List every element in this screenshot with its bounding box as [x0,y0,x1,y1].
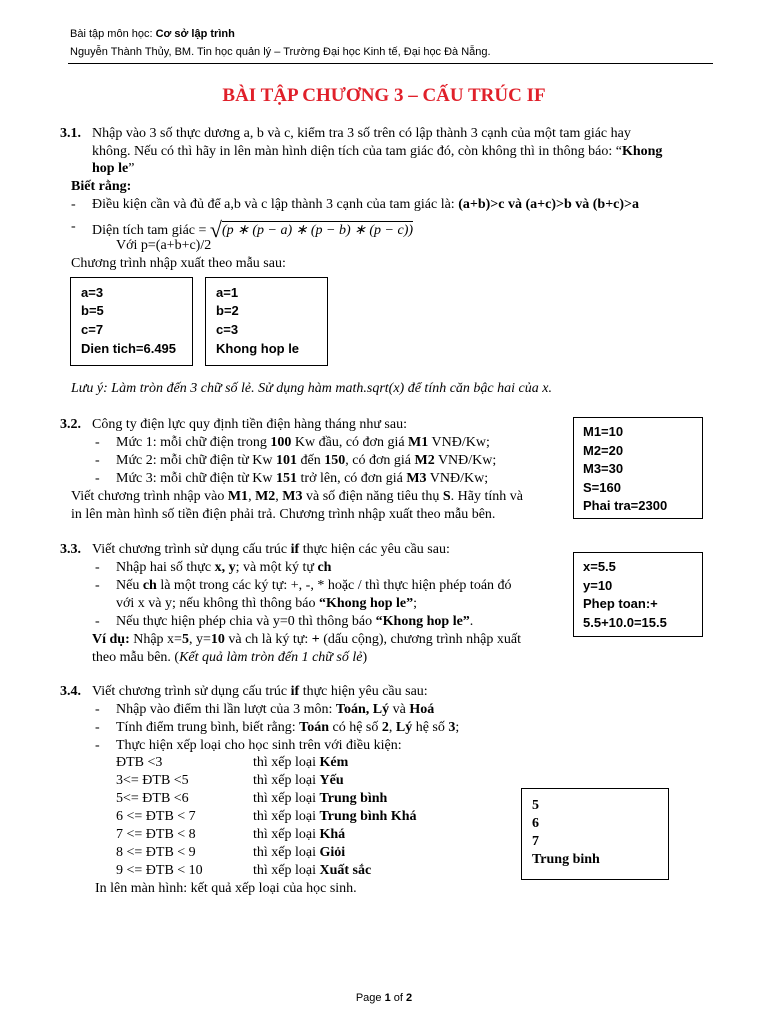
text: thì xếp loại [253,845,320,860]
text-bold: Ví dụ: [92,632,130,647]
text-bold: if [290,542,300,557]
ex1-area-label: Diện tích tam giác = [92,223,210,238]
text: thực hiện yêu cầu sau: [299,684,428,699]
ex4-outro: In lên màn hình: kết quả xếp loại của học sinh. [95,881,357,896]
bullet-dash: - [71,219,76,234]
ex1-line2-text: không. Nếu có thì hãy in lên màn hình diện tích của tam giác đó, còn không thì in thông báo: “ [92,144,622,159]
exercise-number: 3.3. [60,542,81,557]
text: Nếu [116,578,143,593]
text-bold: 2 [406,992,413,1004]
sample-line: Phai tra=2300 [583,498,668,513]
ex1-p-def: Với p=(a+b+c)/2 [116,238,212,253]
ex1-line3 [92,160,134,177]
ex1-line2-bold: Khong [621,144,663,159]
text: đến [297,453,325,468]
sample-line: a=3 [81,285,104,300]
sample-line: M3=30 [583,461,624,476]
text-bold: x, y [214,560,236,575]
text: VNĐ/Kw; [426,471,489,486]
text: thì xếp loại [253,791,320,806]
text: Nhập vào điểm thi lần lượt của 3 môn: [116,702,336,717]
text-bold: M2 [414,453,435,468]
bullet-dash: - [71,197,76,212]
sample-line: Phep toan:+ [583,596,658,611]
grade-rank: Giỏi [319,845,346,860]
text: VNĐ/Kw; [428,435,490,450]
page-title: BÀI TẬP CHƯƠNG 3 – CẤU TRÚC IF [222,85,546,106]
sample-line: a=1 [216,285,239,300]
text-bold: Toán, Lý [335,702,390,717]
text: hệ số [412,720,449,735]
sqrt-icon: √ [209,217,222,242]
text-bold: ch [317,560,332,575]
text: có hệ số [328,720,382,735]
ex1-io-note: Chương trình nhập xuất theo mẫu sau: [71,256,286,271]
header-course: Cơ sở lập trình [155,28,235,40]
text: VNĐ/Kw; [434,453,497,468]
ex4-line2 [116,719,459,736]
text: thì xếp loại [253,863,320,878]
text: , [248,489,256,504]
grade-cond: 9 <= ĐTB < 10 [116,863,203,878]
text: Kw đầu, có đơn giá [291,435,409,450]
text-bold: if [290,684,300,699]
grade-rank-row [253,754,348,771]
sample-line: 5 [532,798,539,813]
sample-line: b=2 [216,303,239,318]
bullet-dash: - [95,614,100,629]
ex3-line4 [116,613,473,630]
bullet-dash: - [95,435,100,450]
text-bold: “Khong hop le” [319,596,414,611]
text: Mức 2: mỗi chữ điện từ Kw [116,453,277,468]
ex2-intro: Công ty điện lực quy định tiền điện hàng tháng như sau: [92,417,407,432]
text: và [389,702,410,717]
page-number [0,992,768,1004]
text-bold: M3 [282,489,303,504]
sample-line: c=3 [216,322,239,337]
grade-cond: 6 <= ĐTB < 7 [116,809,196,824]
grade-rank-row [253,826,345,843]
text: thì xếp loại [253,755,320,770]
text: ) [362,650,368,665]
ex4-intro [92,683,428,700]
header-course-line [70,28,235,40]
ex1-sample-box-1 [70,277,193,366]
bullet-dash: - [95,471,100,486]
sample-line: c=7 [81,322,104,337]
ex2-write1 [71,488,523,505]
text: Page [355,992,385,1004]
bullet-dash: - [95,578,100,593]
ex2-sample-box [573,417,703,519]
ex3-line1 [116,559,331,576]
grade-rank-row [253,844,345,861]
ex3-intro [92,541,450,558]
ex1-known: Biết rằng: [71,179,132,194]
text-bold: M1 [227,489,249,504]
text-bold: Toán [299,720,329,735]
ex1-area [92,217,414,242]
grade-cond: 5<= ĐTB <6 [116,791,189,806]
bullet-dash: - [95,720,100,735]
text: , có đơn giá [345,453,415,468]
ex3-example2 [92,649,367,666]
grade-rank: Kém [319,755,349,770]
text-bold: 2 [381,720,389,735]
ex1-line2 [92,143,662,160]
text: thì xếp loại [253,827,320,842]
ex1-cond-bold: (a+b)>c và (a+c)>b và (b+c)>a [458,197,640,212]
text: , [388,720,396,735]
header-prefix: Bài tập môn học: [70,28,156,40]
text-bold: S [442,489,451,504]
ex4-line3: Thực hiện xếp loại cho học sinh trên với điều kiện: [116,738,402,753]
header-rule [68,63,713,64]
text-bold: + [311,632,320,647]
ex1-line3-end: ” [128,161,135,176]
sample-line: y=10 [583,578,613,593]
text: Viết chương trình nhập vào [71,489,228,504]
text: of [390,992,407,1004]
text: ; [455,720,460,735]
ex3-line3 [116,595,417,612]
grade-cond: ĐTB <3 [116,755,163,770]
text-bold: Hoá [409,702,435,717]
bullet-dash: - [95,702,100,717]
text: Nhập x= [129,632,182,647]
grade-rank: Xuất sắc [319,863,372,878]
text: thì xếp loại [253,773,320,788]
bullet-dash: - [95,453,100,468]
text-bold: “Khong hop le” [375,614,470,629]
text: Mức 3: mỗi chữ điện từ Kw [116,471,277,486]
ex2-level2 [116,452,496,469]
ex3-example [92,631,521,648]
text: thực hiện các yêu cầu sau: [299,542,450,557]
text: Mức 1: mỗi chữ điện trong [116,435,271,450]
text: ; và một ký tự [235,560,318,575]
sample-line: S=160 [583,480,621,495]
ex1-sample-box-2 [205,277,328,366]
ex1-line3-bold: hop le [92,161,129,176]
grade-cond: 7 <= ĐTB < 8 [116,827,196,842]
text: với x và y; nếu không thì thông báo [116,596,319,611]
sample-line: Trung binh [532,852,600,867]
text: Viết chương trình sử dụng cấu trúc [92,684,291,699]
ex3-line2 [116,577,512,594]
sample-line: b=5 [81,303,104,318]
exercise-number: 3.4. [60,684,81,699]
text: (dấu cộng), chương trình nhập xuất [319,632,521,647]
text-bold: 10 [210,632,225,647]
exercise-number: 3.2. [60,417,81,432]
text-bold: ch [142,578,157,593]
bullet-dash: - [95,560,100,575]
ex3-sample-box [573,552,703,637]
ex1-area-formula: (p ∗ (p − a) ∗ (p − b) ∗ (p − c)) [222,223,414,238]
grade-cond: 3<= ĐTB <5 [116,773,189,788]
ex1-line1: Nhập vào 3 số thực dương a, b và c, kiểm tra 3 số trên có lập thành 3 cạnh của một tam giác hay [92,126,631,141]
grade-rank-row [253,790,387,807]
sample-line: x=5.5 [583,559,616,574]
text-bold: 151 [276,471,298,486]
text: . Hãy tính và [450,489,523,504]
text: Viết chương trình sử dụng cấu trúc [92,542,291,557]
text-bold: M2 [255,489,276,504]
sample-line: M1=10 [583,424,624,439]
ex1-condition [92,196,639,213]
text-bold: 100 [270,435,292,450]
text-bold: 3 [448,720,456,735]
text-bold: M1 [408,435,429,450]
text: . [469,614,474,629]
exercise-number: 3.1. [60,126,81,141]
text: Tính điểm trung bình, biết rằng: [116,720,300,735]
ex2-level3 [116,470,488,487]
ex1-note: Lưu ý: Làm tròn đến 3 chữ số lẻ. Sử dụng hàm math.sqrt(x) để tính căn bậc hai của x. [71,381,552,396]
text: Nhập hai số thực [116,560,215,575]
text: trở lên, có đơn giá [297,471,407,486]
text: là một trong các ký tự: +, -, * hoặc / thì thực hiện phép toán đó [156,578,512,593]
ex2-write2: in lên màn hình số tiền điện phải trả. Chương trình nhập xuất theo mẫu bên. [71,507,496,522]
sample-line: Dien tich=6.495 [81,341,177,356]
text: , [275,489,283,504]
grade-rank: Trung bình Khá [319,809,417,824]
grade-rank: Yếu [319,773,344,788]
sample-line: 6 [532,816,539,831]
text: và ch là ký tự: [224,632,312,647]
grade-rank-row [253,862,371,879]
sample-line: 5.5+10.0=15.5 [583,615,667,630]
text: ; [413,596,418,611]
ex1-cond-text: Điều kiện cần và đủ để a,b và c lập thành 3 cạnh của tam giác là: [92,197,459,212]
text-bold: 5 [181,632,189,647]
grade-cond: 8 <= ĐTB < 9 [116,845,196,860]
text: , y= [188,632,211,647]
text-bold: Lý [395,720,413,735]
header-author: Nguyễn Thành Thủy, BM. Tin học quản lý – Trường Đại học Kinh tế, Đại học Đà Nẵng. [70,46,491,58]
bullet-dash: - [95,738,100,753]
grade-rank: Trung bình [319,791,388,806]
grade-rank-row [253,772,344,789]
text: theo mẫu bên. ( [92,650,180,665]
ex4-sample-box [521,788,669,880]
ex4-line1 [116,701,434,718]
grade-rank-row [253,808,417,825]
text-bold: 1 [384,992,391,1004]
ex2-level1 [116,434,490,451]
grade-rank: Khá [319,827,346,842]
text-bold: M3 [406,471,427,486]
text-italic: Kết quả làm tròn đến 1 chữ số lẻ [179,650,363,665]
sample-line: 7 [532,834,539,849]
text: thì xếp loại [253,809,320,824]
text: và số điện năng tiêu thụ [302,489,443,504]
sample-line: M2=20 [583,443,624,458]
text: Nếu thực hiện phép chia và y=0 thì thông báo [116,614,376,629]
sample-line: Khong hop le [216,341,300,356]
text-bold: 101 [276,453,298,468]
text-bold: 150 [324,453,346,468]
